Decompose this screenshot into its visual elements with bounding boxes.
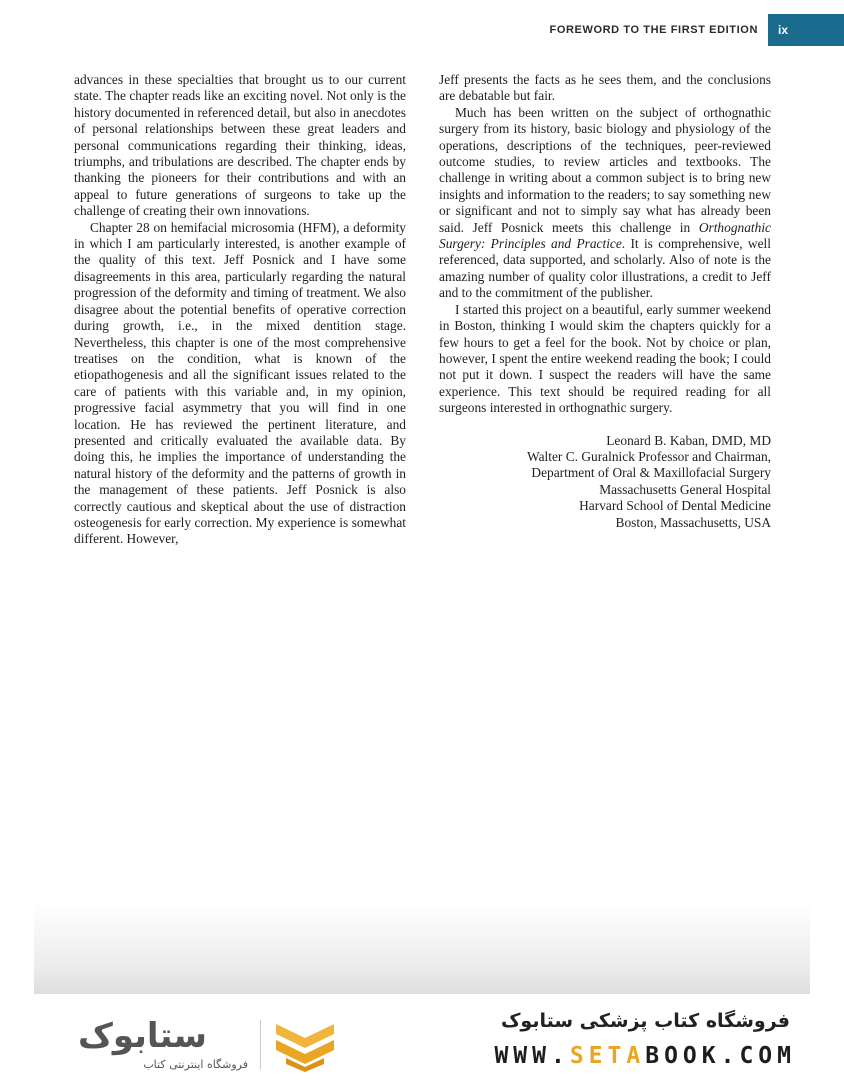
left-column <box>74 72 406 548</box>
right-paragraph-2 <box>439 105 771 302</box>
running-head-title: FOREWORD TO THE FIRST EDITION <box>549 24 758 36</box>
logo-divider <box>260 1020 261 1070</box>
right-paragraph-2-end: . It is comprehensive, well referenced, data supported, and scholarly. Also of note is the amazing number of quality color illustrations, a credit to Jeff and to the commitment of the publisher. <box>439 236 771 301</box>
store-url <box>494 1043 796 1069</box>
logo-tagline: فروشگاه اینترنتی کتاب <box>143 1058 248 1071</box>
left-paragraph-1: advances in these specialties that brought us to our current state. The chapter reads like an exciting novel. Not only is the history documented in referenced detail, but also in anecdotes of personal relationships between these great leaders and personal communications regarding their thinking, ideas, triumphs, and tribulations are described. The chapter ends by thanking the pioneers for their contributions and with an appeal to future generations of surgeons to take up the challenge of creating their own innovations. <box>74 72 406 219</box>
page-number-tab: ix <box>768 14 844 46</box>
right-paragraph-1: Jeff presents the facts as he sees them, and the conclusions are debatable but fair. <box>439 72 771 104</box>
signature-hospital: Massachusetts General Hospital <box>599 481 771 497</box>
url-prefix: WWW. <box>494 1043 570 1069</box>
signature-block <box>439 433 771 531</box>
right-paragraph-2-start: Much has been written on the subject of orthognathic surgery from its history, basic biology and physiology of the operations, descriptions of the techniques, peer-reviewed outcome studies, to review articles and textbooks. The challenge in writing about a common subject is to bring new insights and information to the readers; to say something new or significant and not to simply say what has already been said. Jeff Posnick meets this challenge in <box>439 104 771 235</box>
signature-name: Leonard B. Kaban, DMD, MD <box>606 432 771 448</box>
store-name: فروشگاه کتاب پزشکی ستابوک <box>500 1010 790 1032</box>
logo-wordmark: ستابوک <box>78 1016 207 1056</box>
book-title: Orthognathic Surgery: Principles and Practice <box>439 219 771 252</box>
setabook-logo <box>78 1016 338 1074</box>
right-column <box>439 72 771 531</box>
left-paragraph-2: Chapter 28 on hemifacial microsomia (HFM), a deformity in which I am particularly interested, is another example of the quality of this text. Jeff Posnick and I have some disagreements in this area, particularly regarding the natural progression of the deformity and timing of treatment. We also disagree about the potential benefits of operative correction during growth, i.e., in the mixed dentition stage. Nevertheless, this chapter is one of the most comprehensive treatises on the condition, what is known of the etiopathogenesis and all the significant issues related to the care of patients with this variable and, in my opinion, progressive facial asymmetry that you will find in one location. He has reviewed the pertinent literature, and presented and critically evaluated the available data. By doing this, he implies the importance of understanding the natural history of the deformity and the patterns of growth in the management of these patients. Jeff Posnick is also correctly cautious and skeptical about the use of distraction osteogenesis for early correction. My experience is somewhat different. However, <box>74 219 406 547</box>
signature-department: Department of Oral & Maxillofacial Surgery <box>531 465 771 481</box>
book-chevron-icon <box>272 1018 338 1072</box>
signature-location: Boston, Massachusetts, USA <box>615 514 771 530</box>
url-accent: SETA <box>569 1043 646 1069</box>
url-suffix: BOOK.COM <box>645 1043 796 1069</box>
right-paragraph-3: I started this project on a beautiful, early summer weekend in Boston, thinking I would skim the chapters quickly for a few hours to get a feel for the book. Not by choice or plan, however, I spent the entire weekend reading the book; I could not put it down. I suspect the readers will have the same experience. This text should be required reading for all surgeons interested in orthognathic surgery. <box>439 301 771 416</box>
signature-school: Harvard School of Dental Medicine <box>579 498 771 514</box>
footer-fade <box>34 902 810 994</box>
signature-title: Walter C. Guralnick Professor and Chairman, <box>527 448 771 464</box>
